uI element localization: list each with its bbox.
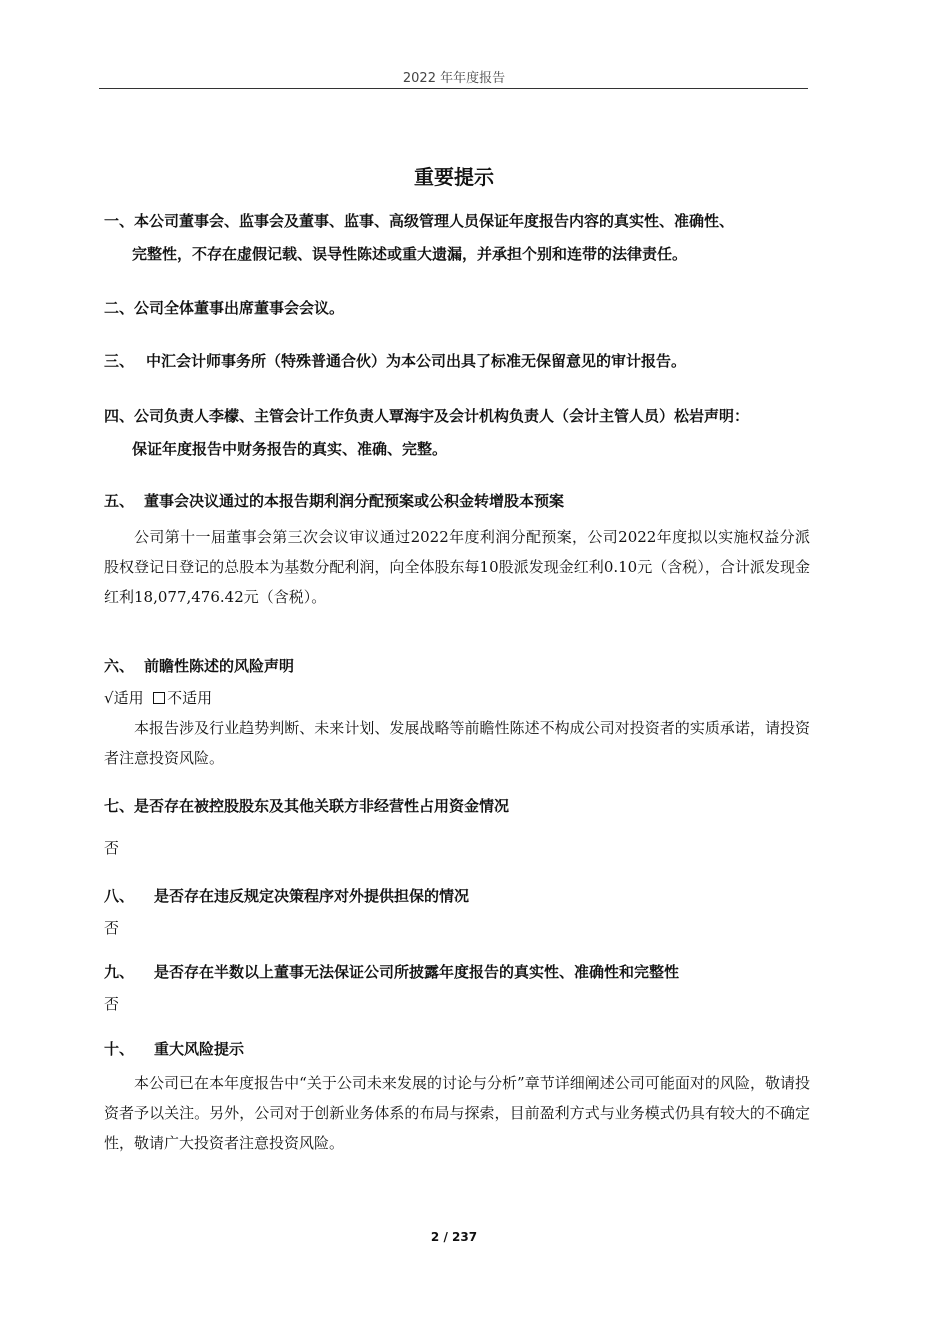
not-applicable-label: 不适用 bbox=[167, 689, 213, 707]
item-number: 六、 bbox=[104, 657, 135, 675]
page-number: 2 / 237 bbox=[430, 1230, 478, 1244]
item-number: 一、 bbox=[104, 212, 135, 230]
item-6 bbox=[104, 650, 810, 773]
item-text-line2: 完整性，不存在虚假记载、误导性陈述或重大遗漏，并承担个别和连带的法律责任。 bbox=[132, 245, 688, 263]
item-text-line1: 本公司董事会、监事会及董事、监事、高级管理人员保证年度报告内容的真实性、准确性、 bbox=[134, 212, 735, 230]
item-heading: 董事会决议通过的本报告期利润分配预案或公积金转增股本预案 bbox=[144, 492, 565, 510]
item-heading: 是否存在半数以上董事无法保证公司所披露年度报告的真实性、准确性和完整性 bbox=[154, 963, 680, 981]
item-heading: 重大风险提示 bbox=[154, 1040, 245, 1058]
item-text-line2: 保证年度报告中财务报告的真实、准确、完整。 bbox=[132, 440, 448, 458]
item-number: 二、 bbox=[104, 299, 135, 317]
item-number: 五、 bbox=[104, 492, 135, 510]
item-text-line1: 公司负责人李檬、主管会计工作负责人覃海宇及会计机构负责人（会计主管人员）松岩声明： bbox=[134, 407, 750, 425]
item-9 bbox=[104, 956, 810, 1019]
item-text: 公司全体董事出席董事会会议。 bbox=[134, 299, 345, 317]
item-number: 七、 bbox=[104, 797, 135, 815]
item-answer: 否 bbox=[104, 919, 120, 937]
applicability-options bbox=[104, 683, 810, 713]
empty-checkbox-icon bbox=[153, 692, 165, 704]
item-body: 公司第十一届董事会第三次会议审议通过2022年度利润分配预案，公司2022年度拟以实施权益分派股权登记日登记的总股本为基数分配利润，向全体股东每10股派发现金红利0.10元（含税），合计派发现金红利18,077,476.42元（含税）。 bbox=[104, 528, 810, 606]
header-divider bbox=[99, 88, 808, 89]
item-answer: 否 bbox=[104, 839, 120, 857]
check-mark-icon: √ bbox=[104, 689, 114, 707]
item-body: 本公司已在本年度报告中“关于公司未来发展的讨论与分析”章节详细阐述公司可能面对的风险，敬请投资者予以关注。另外，公司对于创新业务体系的布局与探索，目前盈利方式与业务模式仍具有较大的不确定性，敬请广大投资者注意投资风险。 bbox=[104, 1074, 810, 1152]
item-2 bbox=[104, 292, 810, 325]
item-number: 八、 bbox=[104, 887, 135, 905]
item-8 bbox=[104, 880, 810, 943]
item-3 bbox=[104, 345, 810, 378]
item-number: 三、 bbox=[104, 352, 135, 370]
page-title: 重要提示 bbox=[414, 165, 494, 189]
item-number: 四、 bbox=[104, 407, 135, 425]
item-text: 中汇会计师事务所（特殊普通合伙）为本公司出具了标准无保留意见的审计报告。 bbox=[146, 352, 687, 370]
item-7 bbox=[104, 790, 810, 863]
item-10 bbox=[104, 1033, 810, 1158]
item-number: 十、 bbox=[104, 1040, 135, 1058]
item-heading: 前瞻性陈述的风险声明 bbox=[144, 657, 295, 675]
item-5 bbox=[104, 485, 810, 612]
item-4 bbox=[104, 400, 810, 466]
item-heading: 是否存在被控股股东及其他关联方非经营性占用资金情况 bbox=[134, 797, 510, 815]
page-header-title: 2022 年年度报告 bbox=[402, 71, 506, 86]
item-number: 九、 bbox=[104, 963, 135, 981]
item-body: 本报告涉及行业趋势判断、未来计划、发展战略等前瞻性陈述不构成公司对投资者的实质承诺，请投资者注意投资风险。 bbox=[104, 719, 810, 767]
item-answer: 否 bbox=[104, 995, 120, 1013]
item-heading: 是否存在违反规定决策程序对外提供担保的情况 bbox=[154, 887, 470, 905]
applicable-label: 适用 bbox=[113, 689, 144, 707]
item-1 bbox=[104, 205, 810, 271]
